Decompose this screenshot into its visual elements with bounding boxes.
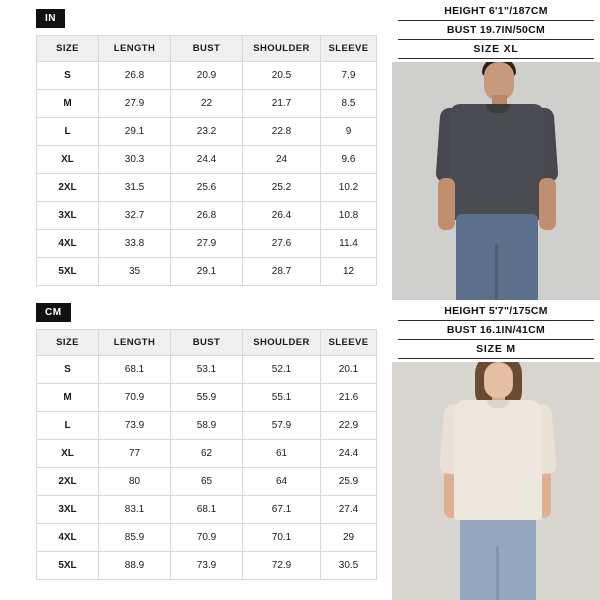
cell-sleeve: 22.9	[321, 412, 377, 440]
cell-shoulder: 72.9	[243, 552, 321, 580]
table-row	[37, 90, 377, 118]
cell-shoulder: 52.1	[243, 356, 321, 384]
cell-sleeve: 12	[321, 258, 377, 286]
column-header-length: LENGTH	[99, 36, 171, 62]
cell-length: 80	[99, 468, 171, 496]
cell-length: 77	[99, 440, 171, 468]
centimeters-size-table	[36, 329, 377, 580]
inches-table-wrap	[36, 35, 382, 286]
cell-shoulder: 26.4	[243, 202, 321, 230]
column-header-bust: BUST	[171, 330, 243, 356]
tshirt-shape	[450, 104, 544, 220]
cell-size: 2XL	[37, 174, 99, 202]
tshirt-shape	[454, 400, 542, 520]
table-header-row	[37, 330, 377, 356]
cell-shoulder: 21.7	[243, 90, 321, 118]
table-row	[37, 258, 377, 286]
left-arm-shape	[438, 178, 455, 230]
cell-sleeve: 24.4	[321, 440, 377, 468]
cell-bust: 73.9	[171, 552, 243, 580]
cell-sleeve: 20.1	[321, 356, 377, 384]
cell-size: 5XL	[37, 258, 99, 286]
model-photos-column	[392, 0, 600, 600]
cell-sleeve: 10.8	[321, 202, 377, 230]
female-model-photo	[392, 300, 600, 600]
cell-sleeve: 10.2	[321, 174, 377, 202]
cell-size: 3XL	[37, 496, 99, 524]
cell-bust: 20.9	[171, 62, 243, 90]
inches-size-table	[36, 35, 377, 286]
cell-length: 31.5	[99, 174, 171, 202]
cell-size: 2XL	[37, 468, 99, 496]
table-row	[37, 174, 377, 202]
cell-shoulder: 24	[243, 146, 321, 174]
cell-shoulder: 22.8	[243, 118, 321, 146]
cell-size: 5XL	[37, 552, 99, 580]
cell-length: 27.9	[99, 90, 171, 118]
cell-sleeve: 9	[321, 118, 377, 146]
cell-length: 70.9	[99, 384, 171, 412]
table-header-row	[37, 36, 377, 62]
cell-length: 26.8	[99, 62, 171, 90]
cell-bust: 65	[171, 468, 243, 496]
cell-length: 29.1	[99, 118, 171, 146]
cell-sleeve: 30.5	[321, 552, 377, 580]
table-row	[37, 496, 377, 524]
cell-length: 73.9	[99, 412, 171, 440]
cell-bust: 55.9	[171, 384, 243, 412]
female-model-spec-box	[392, 300, 600, 362]
cell-bust: 62	[171, 440, 243, 468]
cell-size: M	[37, 90, 99, 118]
cell-shoulder: 64	[243, 468, 321, 496]
cell-sleeve: 29	[321, 524, 377, 552]
male-size-spec: SIZE XL	[398, 42, 594, 59]
cell-bust: 26.8	[171, 202, 243, 230]
cell-shoulder: 67.1	[243, 496, 321, 524]
table-row	[37, 146, 377, 174]
cell-sleeve: 7.9	[321, 62, 377, 90]
cell-bust: 29.1	[171, 258, 243, 286]
table-row	[37, 440, 377, 468]
cell-bust: 24.4	[171, 146, 243, 174]
column-header-size: SIZE	[37, 36, 99, 62]
centimeters-table-head	[37, 330, 377, 356]
cell-sleeve: 25.9	[321, 468, 377, 496]
cell-bust: 53.1	[171, 356, 243, 384]
cell-sleeve: 9.6	[321, 146, 377, 174]
cell-sleeve: 8.5	[321, 90, 377, 118]
column-header-sleeve: SLEEVE	[321, 36, 377, 62]
right-arm-shape	[539, 178, 556, 230]
cell-size: S	[37, 356, 99, 384]
cell-size: L	[37, 118, 99, 146]
cell-bust: 58.9	[171, 412, 243, 440]
column-header-length: LENGTH	[99, 330, 171, 356]
cell-bust: 70.9	[171, 524, 243, 552]
cell-bust: 27.9	[171, 230, 243, 258]
female-height-spec: HEIGHT 5'7"/175CM	[398, 304, 594, 321]
cell-size: M	[37, 384, 99, 412]
cell-size: L	[37, 412, 99, 440]
cell-sleeve: 21.6	[321, 384, 377, 412]
centimeters-table-wrap	[36, 329, 382, 580]
column-header-size: SIZE	[37, 330, 99, 356]
cell-size: 4XL	[37, 230, 99, 258]
male-bust-spec: BUST 19.7IN/50CM	[398, 23, 594, 40]
cell-size: XL	[37, 146, 99, 174]
cell-sleeve: 11.4	[321, 230, 377, 258]
table-row	[37, 230, 377, 258]
male-model-spec-box	[392, 0, 600, 62]
cell-bust: 22	[171, 90, 243, 118]
jeans-seam	[495, 244, 498, 300]
cell-shoulder: 55.1	[243, 384, 321, 412]
table-row	[37, 412, 377, 440]
cell-size: 4XL	[37, 524, 99, 552]
cell-length: 33.8	[99, 230, 171, 258]
face-shape	[485, 364, 512, 398]
cell-sleeve: 27.4	[321, 496, 377, 524]
inches-table-body	[37, 62, 377, 286]
cell-length: 35	[99, 258, 171, 286]
table-row	[37, 524, 377, 552]
centimeters-table-block	[36, 302, 382, 580]
inches-table-block	[36, 8, 382, 286]
cell-shoulder: 70.1	[243, 524, 321, 552]
cell-size: 3XL	[37, 202, 99, 230]
cell-length: 68.1	[99, 356, 171, 384]
male-height-spec: HEIGHT 6'1"/187CM	[398, 4, 594, 21]
table-row	[37, 384, 377, 412]
cell-length: 85.9	[99, 524, 171, 552]
cell-length: 30.3	[99, 146, 171, 174]
cell-bust: 25.6	[171, 174, 243, 202]
cell-shoulder: 61	[243, 440, 321, 468]
cell-bust: 68.1	[171, 496, 243, 524]
table-row	[37, 468, 377, 496]
table-row	[37, 356, 377, 384]
cell-length: 88.9	[99, 552, 171, 580]
column-header-shoulder: SHOULDER	[243, 330, 321, 356]
cell-size: S	[37, 62, 99, 90]
column-header-shoulder: SHOULDER	[243, 36, 321, 62]
table-row	[37, 62, 377, 90]
cell-shoulder: 27.6	[243, 230, 321, 258]
cell-bust: 23.2	[171, 118, 243, 146]
cell-shoulder: 25.2	[243, 174, 321, 202]
column-header-bust: BUST	[171, 36, 243, 62]
table-row	[37, 202, 377, 230]
cell-size: XL	[37, 440, 99, 468]
cell-length: 83.1	[99, 496, 171, 524]
cell-length: 32.7	[99, 202, 171, 230]
jeans-seam	[496, 546, 499, 600]
table-row	[37, 552, 377, 580]
cell-shoulder: 28.7	[243, 258, 321, 286]
male-model-photo	[392, 0, 600, 300]
unit-badge-cm: CM	[36, 303, 71, 322]
cell-shoulder: 20.5	[243, 62, 321, 90]
female-size-spec: SIZE M	[398, 342, 594, 359]
unit-badge-in: IN	[36, 9, 65, 28]
column-header-sleeve: SLEEVE	[321, 330, 377, 356]
inches-table-head	[37, 36, 377, 62]
centimeters-table-body	[37, 356, 377, 580]
cell-shoulder: 57.9	[243, 412, 321, 440]
female-bust-spec: BUST 16.1IN/41CM	[398, 323, 594, 340]
table-row	[37, 118, 377, 146]
